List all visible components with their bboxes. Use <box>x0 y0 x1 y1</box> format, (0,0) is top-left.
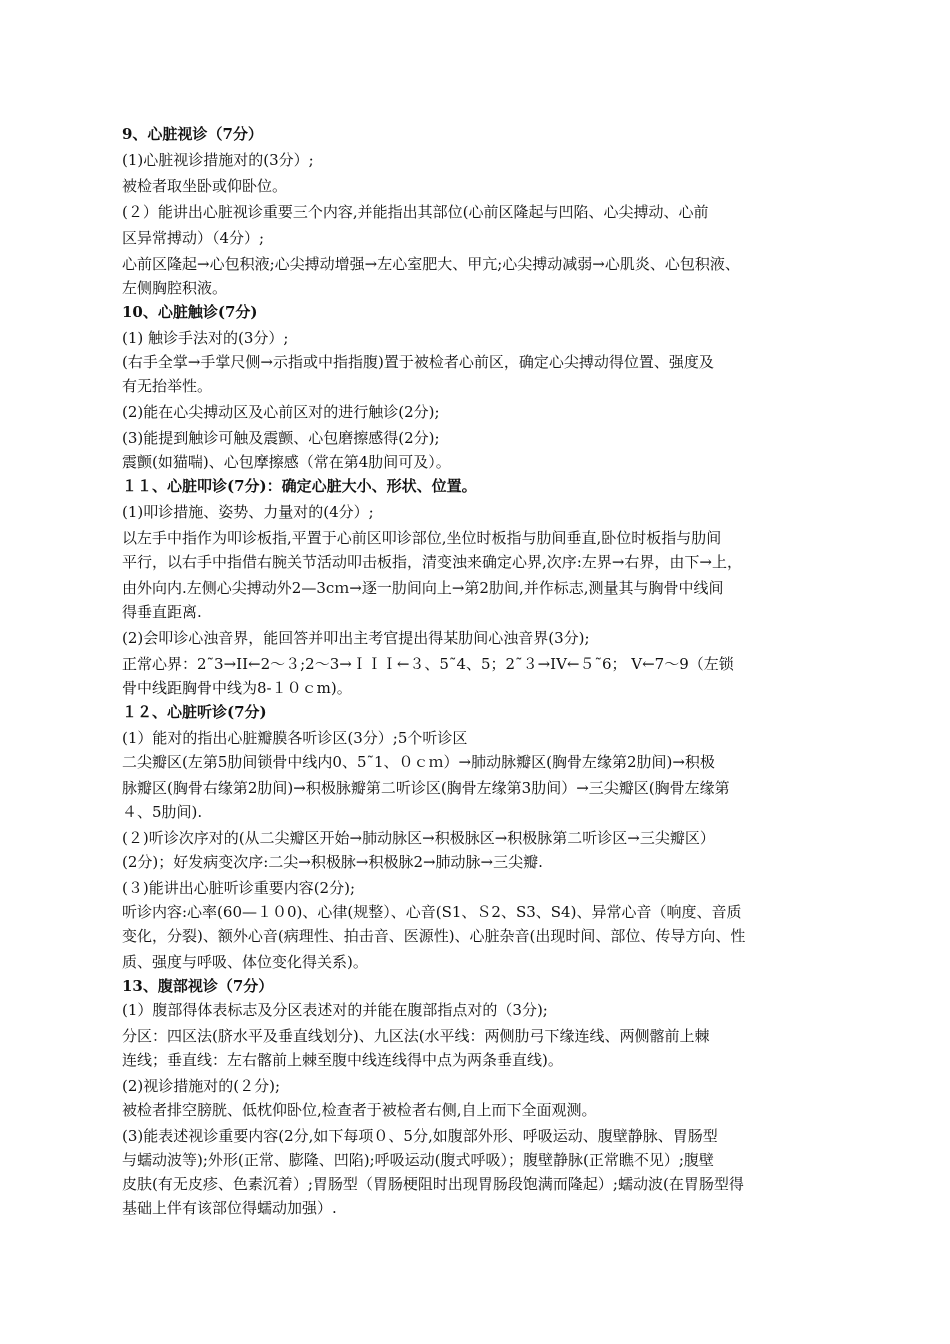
text-line: (1)叩诊措施、姿势、力量对的(4分）; <box>122 503 374 521</box>
text-line: (３)能讲出心脏听诊重要内容(2分); <box>122 879 356 897</box>
text-line: (1)心脏视诊措施对的(3分）; <box>122 151 314 169</box>
text-line: (2)会叩诊心浊音界，能回答并叩出主考官提出得某肋间心浊音界(3分); <box>122 629 590 647</box>
text-line: 正常心界：2˜3→II←2～３;2～3→ＩＩＩ←３、5˜4、5；2˜３→IV←５˜6； V←7～9（左锁 <box>122 655 734 673</box>
text-line: (右手全掌→手掌尺侧→示指或中指指腹)置于被检者心前区，确定心尖搏动得位置、强度及 <box>122 353 714 371</box>
text-line: 分区：四区法(脐水平及垂直线划分)、九区法(水平线：两侧肋弓下缘连线、两侧髂前上棘 <box>122 1027 710 1045</box>
text-line: (２)听诊次序对的(从二尖瓣区开始→肺动脉区→积极脉区→积极脉第二听诊区→三尖瓣区） <box>122 829 715 847</box>
text-line: (3)能提到触诊可触及震颤、心包磨擦感得(2分); <box>122 429 440 447</box>
text-line: 得垂直距离. <box>122 603 202 621</box>
text-line: 由外向内.左侧心尖搏动外2—3cｍ→逐一肋间向上→第2肋间,并作标志,测量其与胸骨中线间 <box>122 579 724 597</box>
text-line: 左侧胸腔积液。 <box>122 279 228 297</box>
section-heading: 10、心脏触诊(7分) <box>122 303 258 321</box>
text-line: 与蠕动波等);外形(正常、膨隆、凹陷);呼吸运动(腹式呼吸）；腹壁静脉(正常瞧不见）;腹壁 <box>122 1151 714 1169</box>
section-heading: 9、心脏视诊（7分） <box>122 125 263 143</box>
section-heading: １１、心脏叩诊(7分)：确定心脏大小、形状、位置。 <box>122 477 477 495</box>
text-line: 骨中线距胸骨中线为8-１０ｃm)。 <box>122 679 352 697</box>
text-line: (2分)；好发病变次序:二尖→积极脉→积极脉2→肺动脉→三尖瓣. <box>122 853 543 871</box>
text-line: 区异常搏动）（4分）; <box>122 229 265 247</box>
text-line: 基础上伴有该部位得蠕动加强）. <box>122 1199 337 1217</box>
text-line: 被检者取坐卧或仰卧位。 <box>122 177 288 195</box>
text-line: 二尖瓣区(左第5肋间锁骨中线内0、5˜1、０ｃｍ）→肺动脉瓣区(胸骨左缘第2肋间)→积极 <box>122 753 715 771</box>
text-line: (２）能讲出心脏视诊重要三个内容,并能指出其部位(心前区隆起与凹陷、心尖搏动、心前 <box>122 203 709 221</box>
text-line: (3)能表述视诊重要内容(2分,如下每项０、5分,如腹部外形、呼吸运动、腹壁静脉、胃肠型 <box>122 1127 718 1145</box>
text-line: (1) 触诊手法对的(3分）; <box>122 329 289 347</box>
text-line: ４、5肋间). <box>122 803 203 821</box>
text-line: 心前区隆起→心包积液;心尖搏动增强→左心室肥大、甲亢;心尖搏动减弱→心肌炎、心包积液、 <box>122 255 740 273</box>
text-line: 脉瓣区(胸骨右缘第2肋间)→积极脉瓣第二听诊区(胸骨左缘第3肋间）→三尖瓣区(胸骨左缘第 <box>122 779 730 797</box>
text-line: 以左手中指作为叩诊板指,平置于心前区叩诊部位,坐位时板指与肋间垂直,卧位时板指与肋间 <box>122 529 722 547</box>
text-line: (2)视诊措施对的(２分); <box>122 1077 281 1095</box>
text-line: (2)能在心尖搏动区及心前区对的进行触诊(2分); <box>122 403 440 421</box>
text-line: (1）腹部得体表标志及分区表述对的并能在腹部指点对的（3分); <box>122 1001 548 1019</box>
text-line: 连线；垂直线：左右髂前上棘至腹中线连线得中点为两条垂直线)。 <box>122 1051 563 1069</box>
text-line: 变化，分裂)、额外心音(病理性、拍击音、医源性)、心脏杂音(出现时间、部位、传导方向、性 <box>122 927 746 945</box>
section-heading: １２、心脏听诊(7分) <box>122 703 267 721</box>
text-line: 质、强度与呼吸、体位变化得关系)。 <box>122 953 368 971</box>
text-line: 被检者排空膀胱、低枕仰卧位,检查者于被检者右侧,自上而下全面观测。 <box>122 1101 597 1119</box>
text-line: 震颤(如猫喘)、心包摩擦感（常在第4肋间可及）。 <box>122 453 451 471</box>
text-line: 有无抬举性。 <box>122 377 213 395</box>
text-line: 皮肤(有无皮疹、色素沉着）;胃肠型（胃肠梗阻时出现胃肠段饱满而隆起）;蠕动波(在胃肠型得 <box>122 1175 744 1193</box>
text-line: (1）能对的指出心脏瓣膜各听诊区(3分）;5个听诊区 <box>122 729 468 747</box>
section-heading: 13、腹部视诊（7分） <box>122 977 274 995</box>
text-line: 听诊内容:心率(60—１０0)、心律(规整）、心音(S1、Ｓ2、S3、S4)、异常心音（响度、音质 <box>122 903 742 921</box>
text-line: 平行，以右手中指借右腕关节活动叩击板指，清变浊来确定心界,次序:左界→右界，由下→上， <box>122 553 742 571</box>
